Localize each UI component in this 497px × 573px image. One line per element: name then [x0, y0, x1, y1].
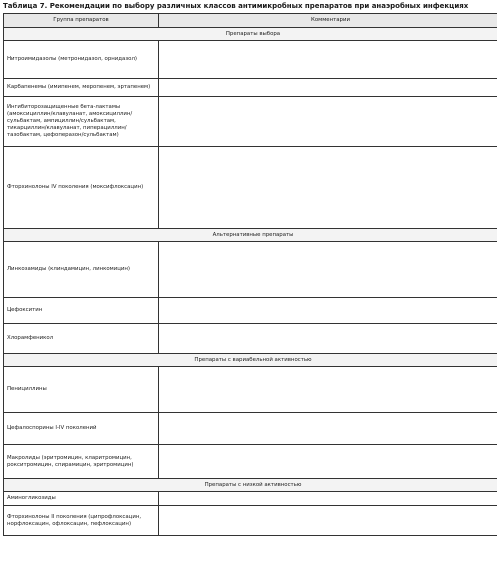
section-row: [4, 354, 497, 367]
drug-group: Аминогликозиды: [4, 492, 159, 506]
comment-cell: [159, 367, 497, 413]
table-row: [4, 79, 497, 97]
drug-group: Фторхинолоны IV поколения (моксифлоксацин): [4, 147, 159, 229]
comment-cell: [159, 79, 497, 97]
table-row: [4, 492, 497, 506]
comment-cell: [159, 298, 497, 324]
table-row: [4, 147, 497, 229]
table-row: [4, 242, 497, 298]
table-header-row: [4, 14, 497, 28]
drug-group: Линкозамиды (клиндамицин, линкомицин): [4, 242, 159, 298]
comment-cell: [159, 242, 497, 298]
drug-group: Макролиды (эритромицин, кларитромицин, рокситромицин, спирамицин, эритромицин): [4, 445, 159, 479]
section-row: [4, 229, 497, 242]
drug-group: Хлорамфеникол: [4, 324, 159, 354]
drug-group: Фторхинолоны II поколения (ципрофлоксацин, норфлоксацин, офлоксацин, пефлоксацин): [4, 506, 159, 536]
comment-cell: [159, 324, 497, 354]
table-row: [4, 41, 497, 79]
table-row: [4, 324, 497, 354]
section-title: Препараты выбора: [4, 28, 497, 41]
comment-cell: [159, 413, 497, 445]
section-title: Препараты с вариабельной активностью: [4, 354, 497, 367]
drug-group: Ингибиторозащищенные бета-лактамы (амоксициллин/клавуланат, амоксициллин/сульбактам, ампициллин/сульбактам, тикарциллин/клавуланат, пиперациллин/тазобактам, цефоперазон/сульбактам): [4, 97, 159, 147]
section-title: Препараты с низкой активностью: [4, 479, 497, 492]
comment-cell: [159, 445, 497, 479]
section-row: [4, 28, 497, 41]
comment-cell: [159, 492, 497, 506]
comment-cell: [159, 41, 497, 79]
table-row: [4, 506, 497, 536]
table-caption: Таблица 7. Рекомендации по выбору различных классов антимикробных препаратов при анаэробных инфекциях: [3, 2, 469, 10]
table-row: [4, 367, 497, 413]
comment-cell: [159, 506, 497, 536]
table-row: [4, 97, 497, 147]
comment-cell: [159, 147, 497, 229]
drug-group: Цефалоспорины I-IV поколений: [4, 413, 159, 445]
table-body: [4, 28, 497, 536]
header-comment: Комментарии: [159, 14, 497, 28]
section-row: [4, 479, 497, 492]
recommendations-table: [3, 13, 497, 536]
comment-cell: [159, 97, 497, 147]
drug-group: Пенициллины: [4, 367, 159, 413]
drug-group: Цефокситин: [4, 298, 159, 324]
drug-group: Нитроимидазолы (метронидазол, орнидазол): [4, 41, 159, 79]
table-row: [4, 445, 497, 479]
drug-group: Карбапенемы (имипенем, меропенем, эртапенем): [4, 79, 159, 97]
table-row: [4, 298, 497, 324]
table-row: [4, 413, 497, 445]
section-title: Альтернативные препараты: [4, 229, 497, 242]
header-group: Группа препаратов: [4, 14, 159, 28]
